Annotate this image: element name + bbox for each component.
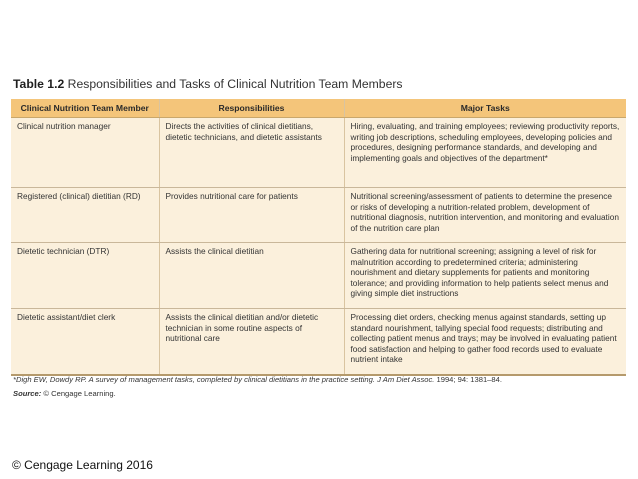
table-row	[11, 243, 626, 309]
source-label: Source:	[13, 389, 42, 398]
header-major-tasks: Major Tasks	[344, 99, 626, 118]
cell-member: Dietetic assistant/diet clerk	[11, 309, 159, 375]
footnote-main: *Digh EW, Dowdy RP. A survey of management tasks, completed by clinical dietitians in the practice setting.	[13, 375, 375, 384]
cell-tasks: Processing diet orders, checking menus against standards, setting up standard nourishment, tallying special food requests; distributing and collecting patient menus and trays; may be involved in evaluating patient food satisfaction and helping to gather food records used to evaluate nutrient intake	[344, 309, 626, 375]
cell-responsibilities: Assists the clinical dietitian and/or dietetic technician in some routine aspects of nutritional care	[159, 309, 344, 375]
table-header-row	[11, 99, 626, 118]
nutrition-team-table	[11, 99, 626, 376]
footnote-journal: J Am Diet Assoc.	[377, 375, 435, 384]
table-title	[13, 77, 403, 91]
table-number: Table 1.2	[13, 77, 65, 91]
cell-responsibilities: Assists the clinical dietitian	[159, 243, 344, 309]
source-text: © Cengage Learning.	[43, 389, 116, 398]
cell-member: Clinical nutrition manager	[11, 118, 159, 188]
header-member: Clinical Nutrition Team Member	[11, 99, 159, 118]
table-caption: Responsibilities and Tasks of Clinical Nutrition Team Members	[67, 77, 403, 91]
table-row	[11, 309, 626, 375]
footnote-citation	[13, 375, 502, 384]
cell-tasks: Gathering data for nutritional screening; assigning a level of risk for malnutrition according to predetermined criteria; administering nourishment and dietary supplements for patients and monitoring tolerance; and providing information to help patients select menus and giving simple diet instructions	[344, 243, 626, 309]
header-responsibilities: Responsibilities	[159, 99, 344, 118]
cell-responsibilities: Directs the activities of clinical dietitians, dietetic technicians, and dietetic assistants	[159, 118, 344, 188]
cell-responsibilities: Provides nutritional care for patients	[159, 188, 344, 243]
cell-member: Registered (clinical) dietitian (RD)	[11, 188, 159, 243]
copyright-notice: © Cengage Learning 2016	[12, 458, 153, 472]
table-row	[11, 118, 626, 188]
footnote-source	[13, 389, 116, 398]
cell-tasks: Nutritional screening/assessment of patients to determine the presence or risks of developing a nutrition-related problem, development of nutritional diagnosis, nutrition intervention, and monitoring and evaluation of the nutrition care plan	[344, 188, 626, 243]
cell-member: Dietetic technician (DTR)	[11, 243, 159, 309]
cell-tasks: Hiring, evaluating, and training employees; reviewing productivity reports, writing job descriptions, scheduling employees, developing policies and procedures, designing performance standards, and developing and implementing goals and objectives of the department*	[344, 118, 626, 188]
table-row	[11, 188, 626, 243]
footnote-tail: 1994; 94: 1381–84.	[436, 375, 502, 384]
